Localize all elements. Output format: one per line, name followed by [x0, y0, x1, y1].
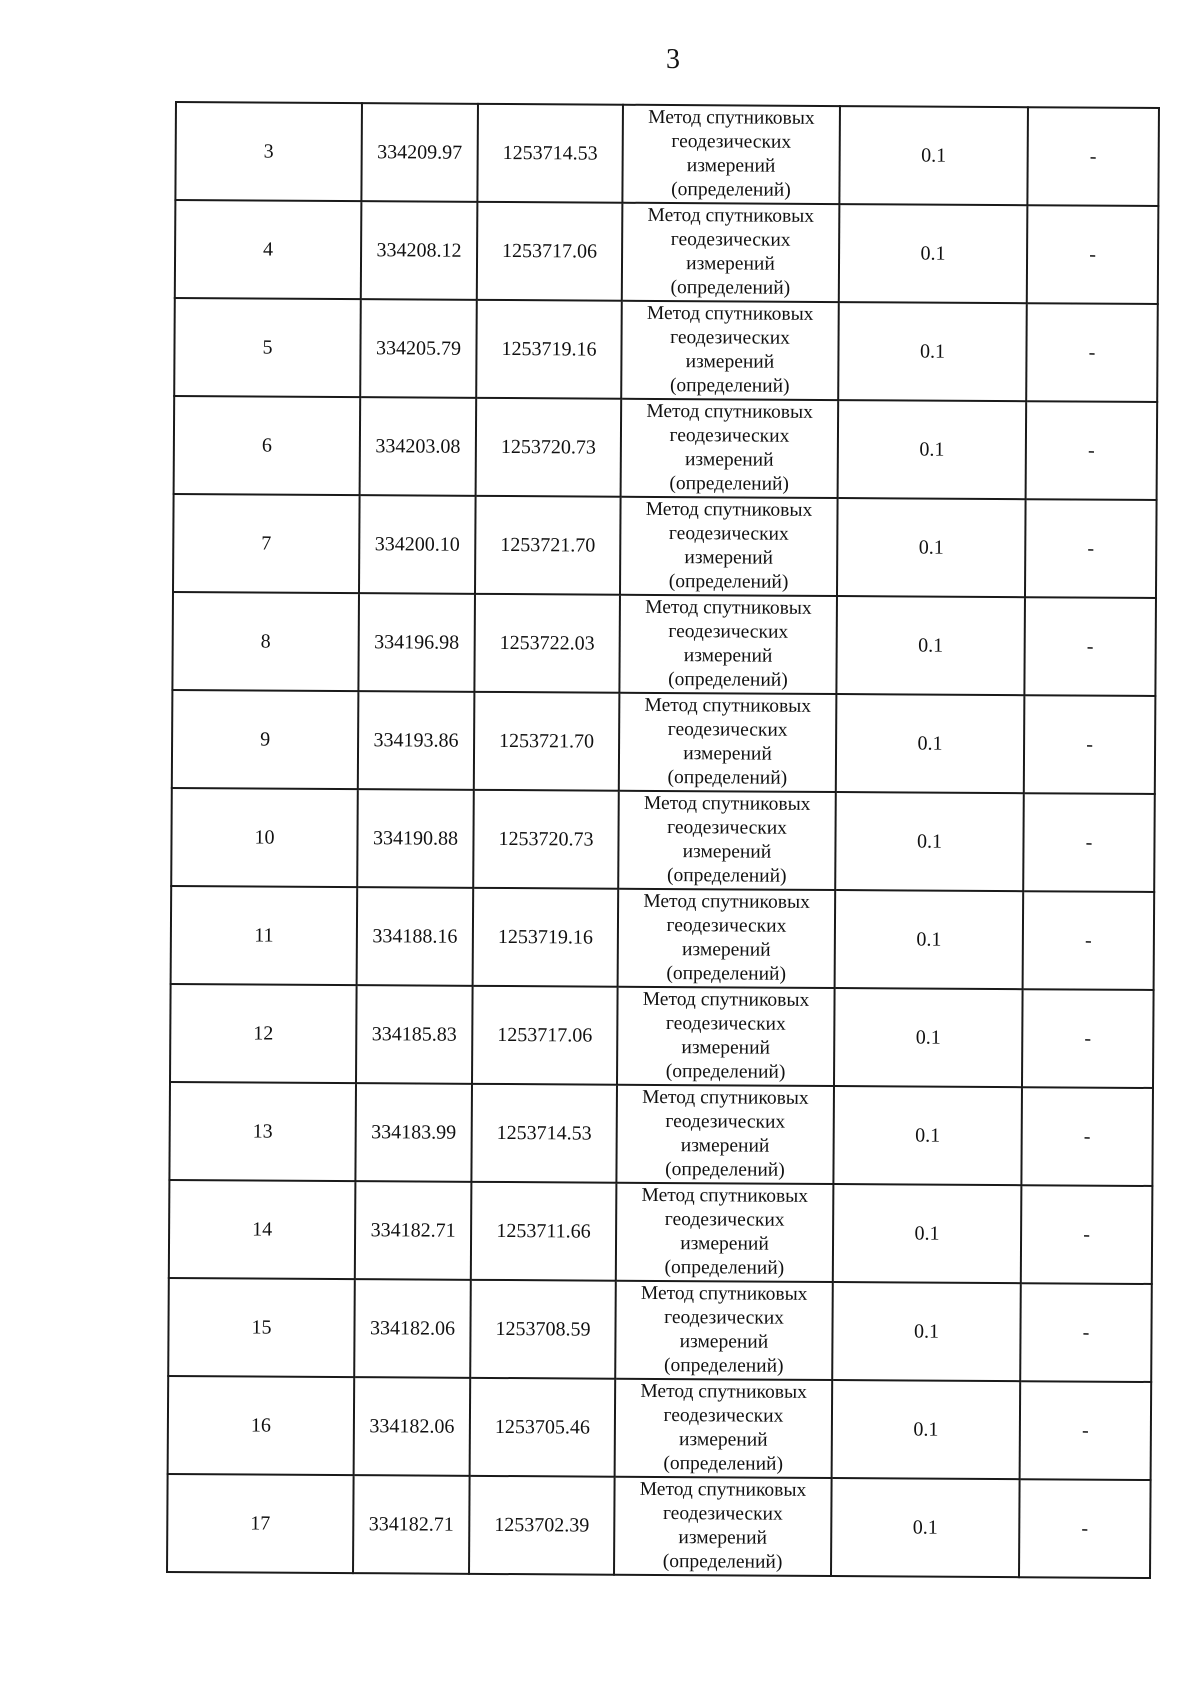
method-cell — [616, 1085, 834, 1184]
y-coordinate-cell: 1253721.70 — [475, 496, 621, 595]
method-line: измерений — [684, 449, 774, 471]
coordinates-table — [166, 101, 1160, 1579]
table-row — [174, 396, 1158, 500]
table-row — [167, 1474, 1151, 1578]
method-line: (определений) — [666, 865, 787, 887]
method-line: Метод спутниковых — [640, 1380, 807, 1403]
method-line: (определений) — [662, 1551, 783, 1573]
method-cell — [620, 497, 838, 596]
accuracy-cell: 0.1 — [834, 988, 1023, 1087]
method-line: измерений — [686, 253, 775, 275]
x-coordinate-cell: 334196.98 — [358, 593, 475, 692]
method-line: Метод спутниковых — [644, 694, 812, 717]
method-line: геодезических — [670, 327, 791, 349]
point-number-cell: 5 — [174, 298, 361, 397]
x-coordinate-cell: 334203.08 — [360, 397, 477, 496]
method-cell — [619, 595, 837, 694]
table-row — [171, 886, 1155, 990]
x-coordinate-cell: 334190.88 — [357, 789, 474, 888]
method-line: (определений) — [665, 1159, 785, 1181]
method-line: (определений) — [663, 1355, 784, 1377]
x-coordinate-cell: 334208.12 — [361, 201, 478, 300]
method-line: геодезических — [667, 817, 788, 839]
method-cell — [621, 399, 839, 498]
method-line: геодезических — [664, 1209, 785, 1231]
y-coordinate-cell: 1253714.53 — [471, 1084, 617, 1183]
method-line: Метод спутниковых — [639, 1478, 807, 1501]
y-coordinate-cell: 1253705.46 — [470, 1378, 616, 1477]
table-row — [168, 1376, 1152, 1480]
method-line: (определений) — [669, 473, 790, 495]
method-line: измерений — [683, 645, 773, 667]
y-coordinate-cell: 1253722.03 — [474, 594, 620, 693]
point-number-cell: 9 — [172, 690, 359, 789]
table-row — [175, 200, 1159, 304]
method-cell — [615, 1281, 833, 1380]
accuracy-cell: 0.1 — [836, 596, 1025, 695]
point-number-cell: 3 — [175, 102, 362, 201]
note-cell: - — [1021, 1185, 1153, 1284]
table-row — [169, 1180, 1153, 1284]
table-row — [175, 102, 1159, 206]
method-line: геодезических — [667, 719, 788, 741]
method-line: (определений) — [667, 767, 788, 789]
method-line: геодезических — [671, 131, 792, 153]
x-coordinate-cell: 334182.71 — [353, 1475, 470, 1574]
method-line: измерений — [678, 1527, 768, 1549]
y-coordinate-cell: 1253720.73 — [476, 398, 622, 497]
method-cell — [618, 889, 836, 988]
x-coordinate-cell: 334188.16 — [357, 887, 474, 986]
note-cell: - — [1026, 401, 1158, 500]
accuracy-cell: 0.1 — [831, 1478, 1020, 1577]
method-cell — [614, 1477, 832, 1576]
accuracy-cell: 0.1 — [835, 890, 1024, 989]
method-line: (определений) — [671, 179, 791, 201]
note-cell: - — [1019, 1479, 1151, 1578]
method-line: (определений) — [668, 571, 789, 593]
method-line: Метод спутниковых — [641, 1184, 809, 1207]
accuracy-cell: 0.1 — [833, 1086, 1022, 1185]
x-coordinate-cell: 334185.83 — [356, 985, 473, 1084]
y-coordinate-cell: 1253720.73 — [473, 790, 619, 889]
method-cell — [618, 791, 836, 890]
method-line: Метод спутниковых — [646, 302, 814, 325]
accuracy-cell: 0.1 — [838, 302, 1027, 401]
method-cell — [617, 987, 835, 1086]
y-coordinate-cell: 1253714.53 — [477, 104, 623, 203]
method-line: измерений — [685, 351, 775, 373]
accuracy-cell: 0.1 — [839, 204, 1028, 303]
table-row — [171, 788, 1155, 892]
method-line: измерений — [686, 155, 776, 177]
x-coordinate-cell: 334205.79 — [360, 299, 477, 398]
method-line: геодезических — [662, 1503, 783, 1525]
point-number-cell: 7 — [173, 494, 360, 593]
accuracy-cell: 0.1 — [839, 106, 1028, 205]
method-line: (определений) — [668, 669, 788, 691]
note-cell: - — [1027, 107, 1159, 206]
method-line: Метод спутниковых — [645, 498, 813, 521]
method-cell — [622, 105, 840, 204]
accuracy-cell: 0.1 — [832, 1282, 1021, 1381]
note-cell: - — [1024, 597, 1156, 696]
table-row — [169, 1082, 1153, 1186]
note-cell: - — [1020, 1283, 1152, 1382]
note-cell: - — [1026, 303, 1158, 402]
point-number-cell: 6 — [174, 396, 361, 495]
x-coordinate-cell: 334200.10 — [359, 495, 476, 594]
point-number-cell: 11 — [171, 886, 358, 985]
note-cell: - — [1024, 695, 1156, 794]
method-cell — [619, 693, 837, 792]
y-coordinate-cell: 1253708.59 — [470, 1280, 616, 1379]
table-row — [174, 298, 1158, 402]
note-cell: - — [1023, 793, 1155, 892]
y-coordinate-cell: 1253719.16 — [476, 300, 622, 399]
point-number-cell: 15 — [168, 1278, 355, 1377]
x-coordinate-cell: 334183.99 — [355, 1083, 472, 1182]
point-number-cell: 13 — [169, 1082, 356, 1181]
accuracy-cell: 0.1 — [832, 1380, 1021, 1479]
method-line: геодезических — [664, 1307, 785, 1329]
method-line: Метод спутниковых — [643, 890, 810, 913]
y-coordinate-cell: 1253717.06 — [477, 202, 623, 301]
point-number-cell: 10 — [171, 788, 358, 887]
note-cell: - — [1027, 205, 1159, 304]
method-line: геодезических — [665, 1111, 786, 1133]
y-coordinate-cell: 1253721.70 — [474, 692, 620, 791]
method-line: геодезических — [669, 425, 790, 447]
point-number-cell: 17 — [167, 1474, 354, 1573]
method-line: (определений) — [666, 963, 787, 985]
point-number-cell: 8 — [172, 592, 359, 691]
method-line: измерений — [680, 1233, 769, 1255]
table-row — [172, 690, 1156, 794]
point-number-cell: 4 — [175, 200, 362, 299]
table-row — [173, 494, 1157, 598]
method-line: Метод спутниковых — [640, 1282, 808, 1305]
x-coordinate-cell: 334182.71 — [355, 1181, 472, 1280]
method-line: Метод спутниковых — [648, 106, 815, 129]
point-number-cell: 16 — [168, 1376, 355, 1475]
x-coordinate-cell: 334182.06 — [354, 1279, 471, 1378]
method-line: измерений — [683, 743, 772, 765]
note-cell: - — [1023, 891, 1155, 990]
method-line: геодезических — [663, 1405, 784, 1427]
method-line: (определений) — [664, 1257, 785, 1279]
method-line: геодезических — [668, 621, 789, 643]
accuracy-cell: 0.1 — [833, 1184, 1022, 1283]
accuracy-cell: 0.1 — [838, 400, 1027, 499]
method-line: измерений — [678, 1429, 768, 1451]
method-line: геодезических — [670, 229, 791, 251]
method-line: Метод спутниковых — [645, 596, 812, 619]
method-cell — [622, 203, 840, 302]
method-line: геодезических — [668, 523, 789, 545]
method-line: измерений — [681, 1037, 771, 1059]
y-coordinate-cell: 1253711.66 — [471, 1182, 617, 1281]
table-row — [168, 1278, 1152, 1382]
method-line: геодезических — [666, 915, 787, 937]
method-line: измерений — [681, 939, 771, 961]
method-cell — [615, 1379, 833, 1478]
note-cell: - — [1021, 1087, 1153, 1186]
method-line: Метод спутниковых — [642, 988, 810, 1011]
accuracy-cell: 0.1 — [836, 694, 1025, 793]
method-line: измерений — [682, 841, 772, 863]
method-line: (определений) — [669, 375, 790, 397]
note-cell: - — [1025, 499, 1157, 598]
method-line: Метод спутниковых — [642, 1086, 809, 1109]
method-line: измерений — [684, 547, 774, 569]
page-number: 3 — [666, 44, 680, 75]
accuracy-cell: 0.1 — [835, 792, 1024, 891]
method-line: Метод спутниковых — [646, 400, 813, 423]
table-row — [172, 592, 1156, 696]
x-coordinate-cell: 334193.86 — [358, 691, 475, 790]
x-coordinate-cell: 334182.06 — [354, 1377, 471, 1476]
accuracy-cell: 0.1 — [837, 498, 1026, 597]
method-line: (определений) — [665, 1061, 786, 1083]
method-line: измерений — [680, 1135, 770, 1157]
method-line: Метод спутниковых — [647, 204, 815, 227]
method-line: геодезических — [665, 1013, 786, 1035]
point-number-cell: 12 — [170, 984, 357, 1083]
y-coordinate-cell: 1253702.39 — [469, 1476, 615, 1575]
method-line: Метод спутниковых — [643, 792, 811, 815]
method-line: измерений — [679, 1331, 769, 1353]
table-row — [170, 984, 1154, 1088]
method-line: (определений) — [670, 277, 791, 299]
note-cell: - — [1022, 989, 1154, 1088]
method-cell — [621, 301, 839, 400]
x-coordinate-cell: 334209.97 — [361, 103, 478, 202]
point-number-cell: 14 — [169, 1180, 356, 1279]
y-coordinate-cell: 1253719.16 — [473, 888, 619, 987]
method-line: (определений) — [663, 1453, 784, 1475]
coordinates-table-body — [167, 102, 1159, 1578]
note-cell: - — [1020, 1381, 1152, 1480]
y-coordinate-cell: 1253717.06 — [472, 986, 618, 1085]
method-cell — [616, 1183, 834, 1282]
